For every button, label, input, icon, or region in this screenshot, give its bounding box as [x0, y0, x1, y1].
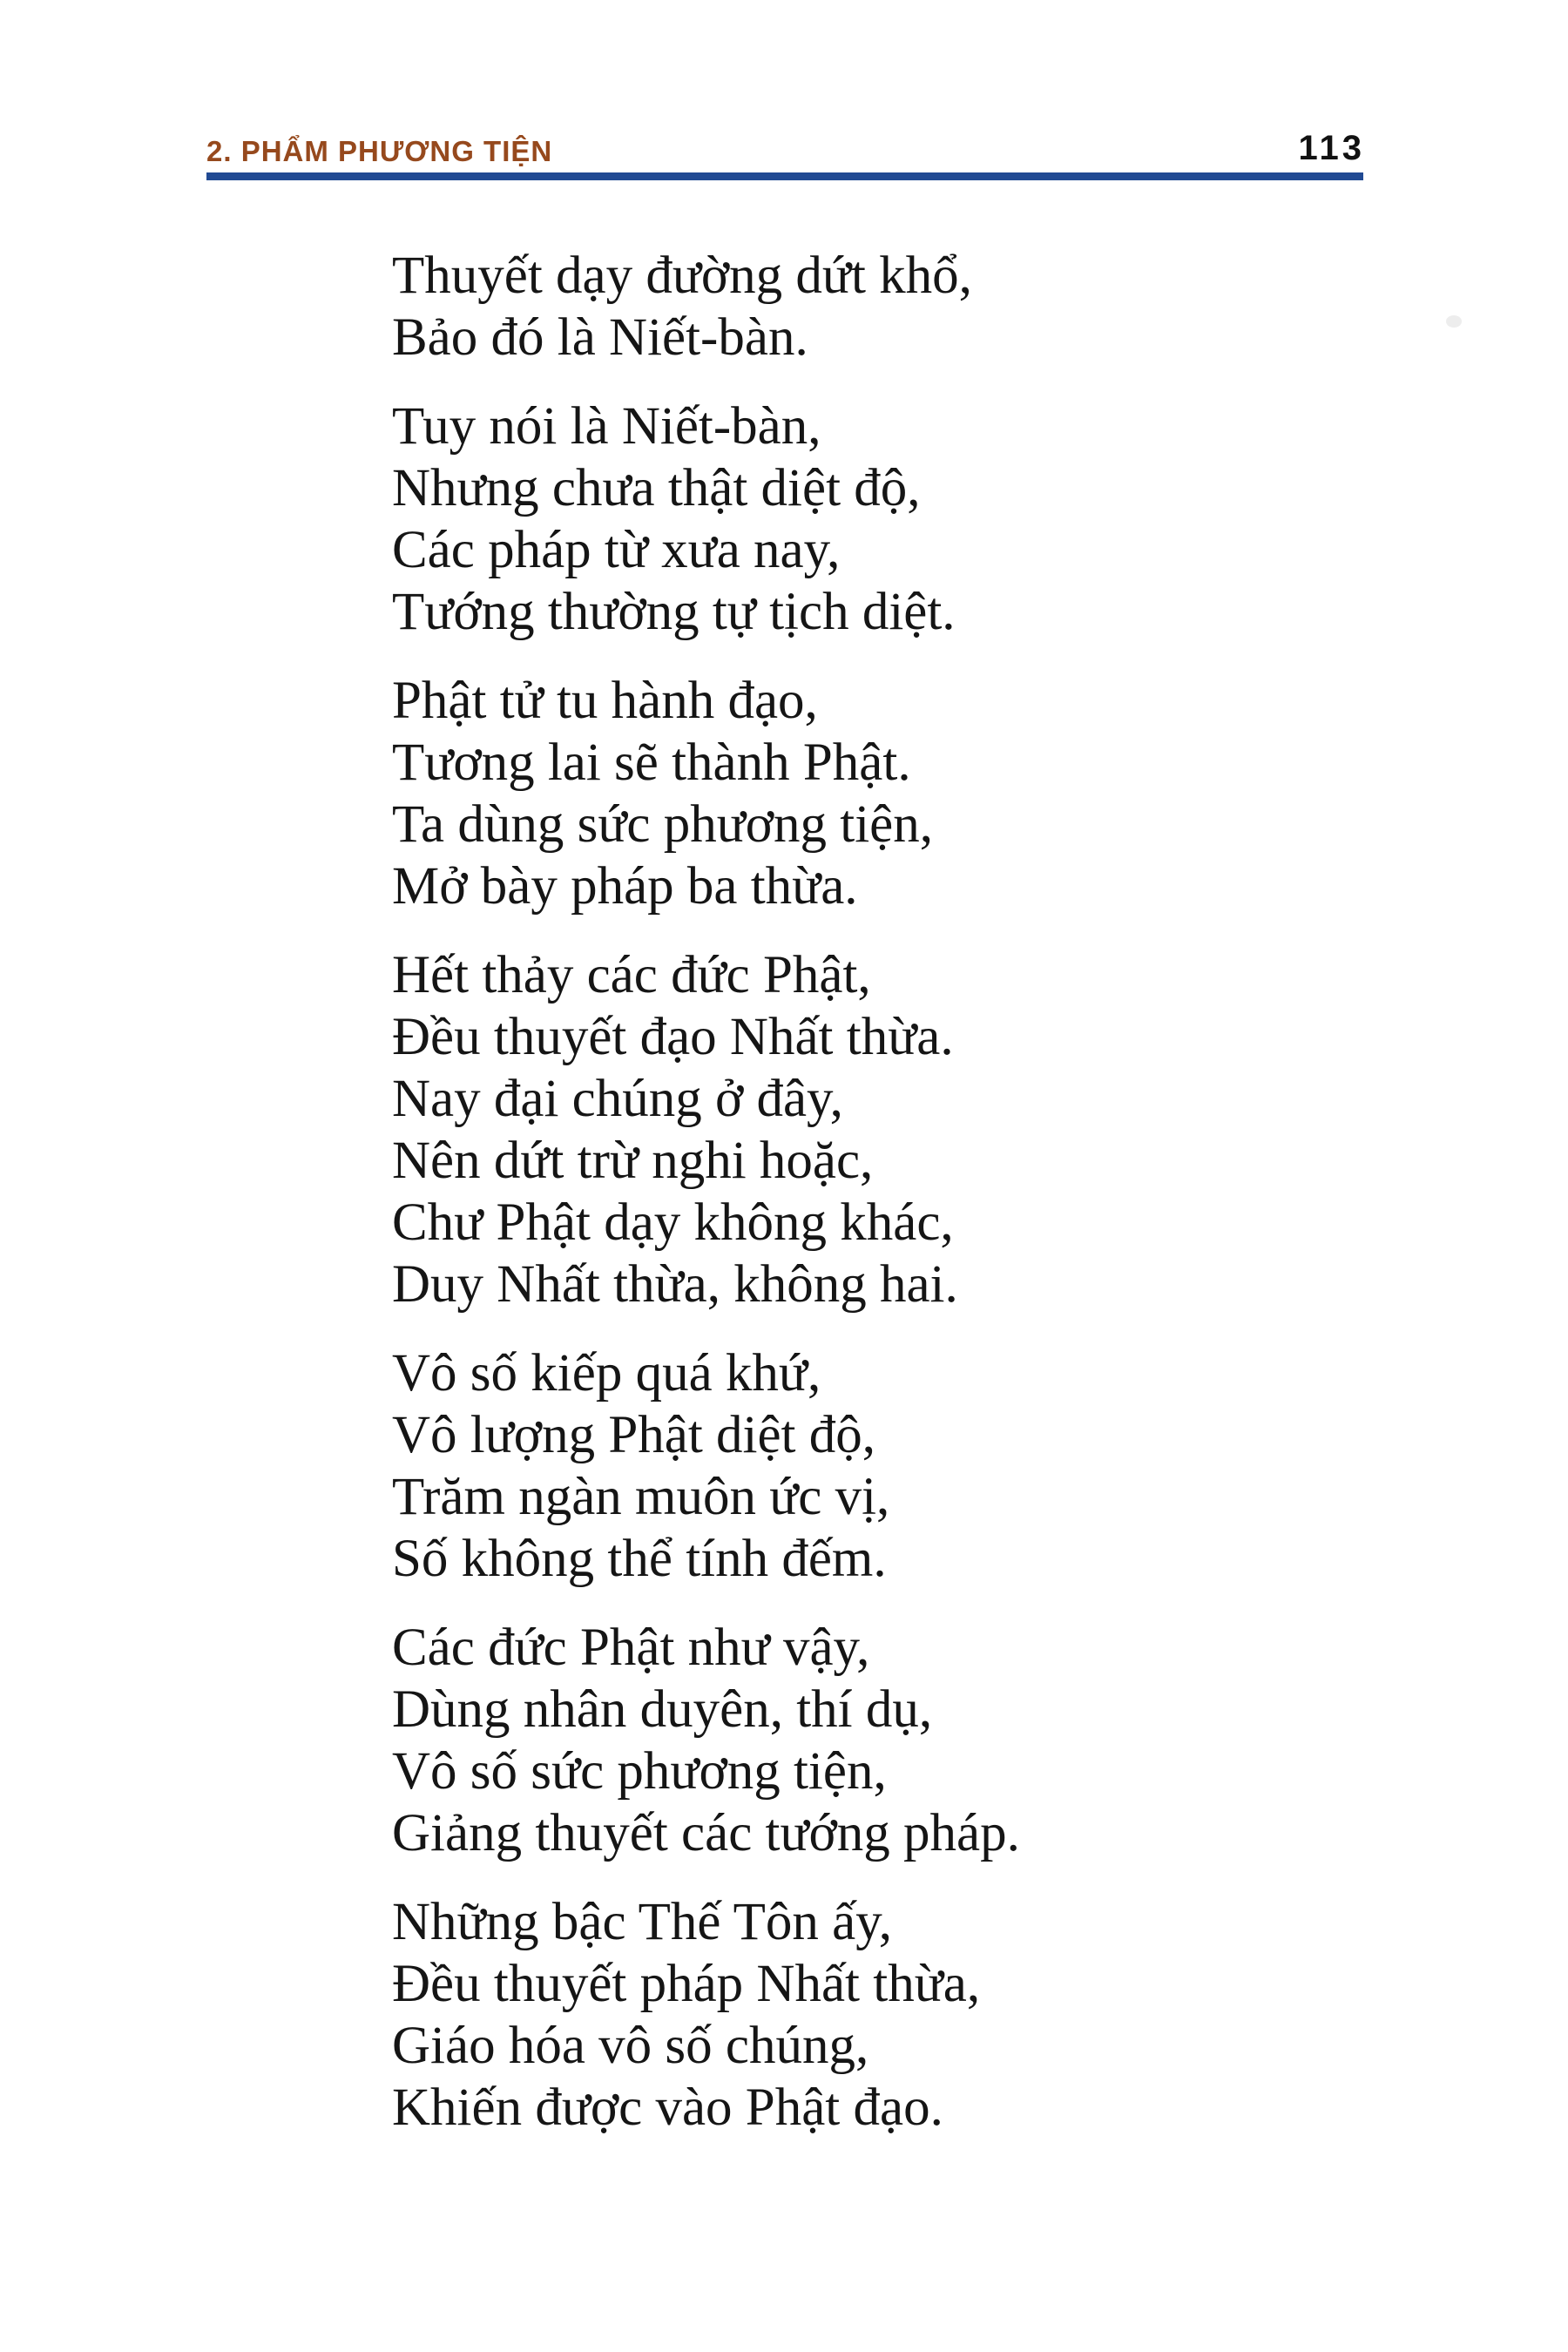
poem-line: Mở bày pháp ba thừa.: [392, 857, 858, 916]
poem-line: Số không thể tính đếm.: [392, 1530, 887, 1588]
poem-line: Vô lượng Phật diệt độ,: [392, 1406, 875, 1464]
poem-line: Bảo đó là Niết-bàn.: [392, 308, 808, 367]
poem-body: [392, 245, 1359, 2139]
poem-line: Ta dùng sức phương tiện,: [392, 795, 933, 854]
poem-line: Những bậc Thế Tôn ấy,: [392, 1893, 893, 1951]
stanza-1: [392, 245, 1359, 368]
poem-line: Duy Nhất thừa, không hai.: [392, 1255, 958, 1314]
poem-line: Phật tử tu hành đạo,: [392, 672, 818, 730]
poem-line: Vô số sức phương tiện,: [392, 1742, 887, 1801]
poem-line: Đều thuyết đạo Nhất thừa.: [392, 1008, 954, 1066]
poem-line: Trăm ngàn muôn ức vị,: [392, 1468, 890, 1526]
poem-line: Dùng nhân duyên, thí dụ,: [392, 1680, 933, 1739]
stanza-6: [392, 1617, 1359, 1864]
page-number: 113: [1298, 129, 1365, 167]
poem-line: Vô số kiếp quá khứ,: [392, 1344, 821, 1402]
poem-line: Nên dứt trừ nghi hoặc,: [392, 1132, 874, 1190]
poem-line: Chư Phật dạy không khác,: [392, 1193, 954, 1252]
header-rule: [206, 172, 1363, 180]
poem-line: Tuy nói là Niết-bàn,: [392, 397, 821, 456]
stanza-7: [392, 1891, 1359, 2139]
poem-line: Tương lai sẽ thành Phật.: [392, 733, 911, 792]
poem-line: Thuyết dạy đường dứt khổ,: [392, 247, 972, 305]
stanza-2: [392, 395, 1359, 643]
poem-line: Các pháp từ xưa nay,: [392, 521, 841, 579]
poem-line: Giảng thuyết các tướng pháp.: [392, 1804, 1020, 1862]
scan-artifact: [1446, 315, 1462, 328]
stanza-4: [392, 944, 1359, 1315]
stanza-5: [392, 1342, 1359, 1590]
poem-line: Khiến được vào Phật đạo.: [392, 2078, 943, 2137]
poem-line: Tướng thường tự tịch diệt.: [392, 583, 956, 641]
poem-line: Các đức Phật như vậy,: [392, 1619, 870, 1677]
poem-line: Giáo hóa vô số chúng,: [392, 2017, 869, 2075]
chapter-title: 2. PHẨM PHƯƠNG TIỆN: [206, 135, 553, 167]
poem-line: Hết thảy các đức Phật,: [392, 946, 871, 1004]
poem-line: Đều thuyết pháp Nhất thừa,: [392, 1955, 981, 2013]
stanza-3: [392, 670, 1359, 917]
poem-line: Nhưng chưa thật diệt độ,: [392, 459, 921, 517]
poem-line: Nay đại chúng ở đây,: [392, 1070, 843, 1128]
